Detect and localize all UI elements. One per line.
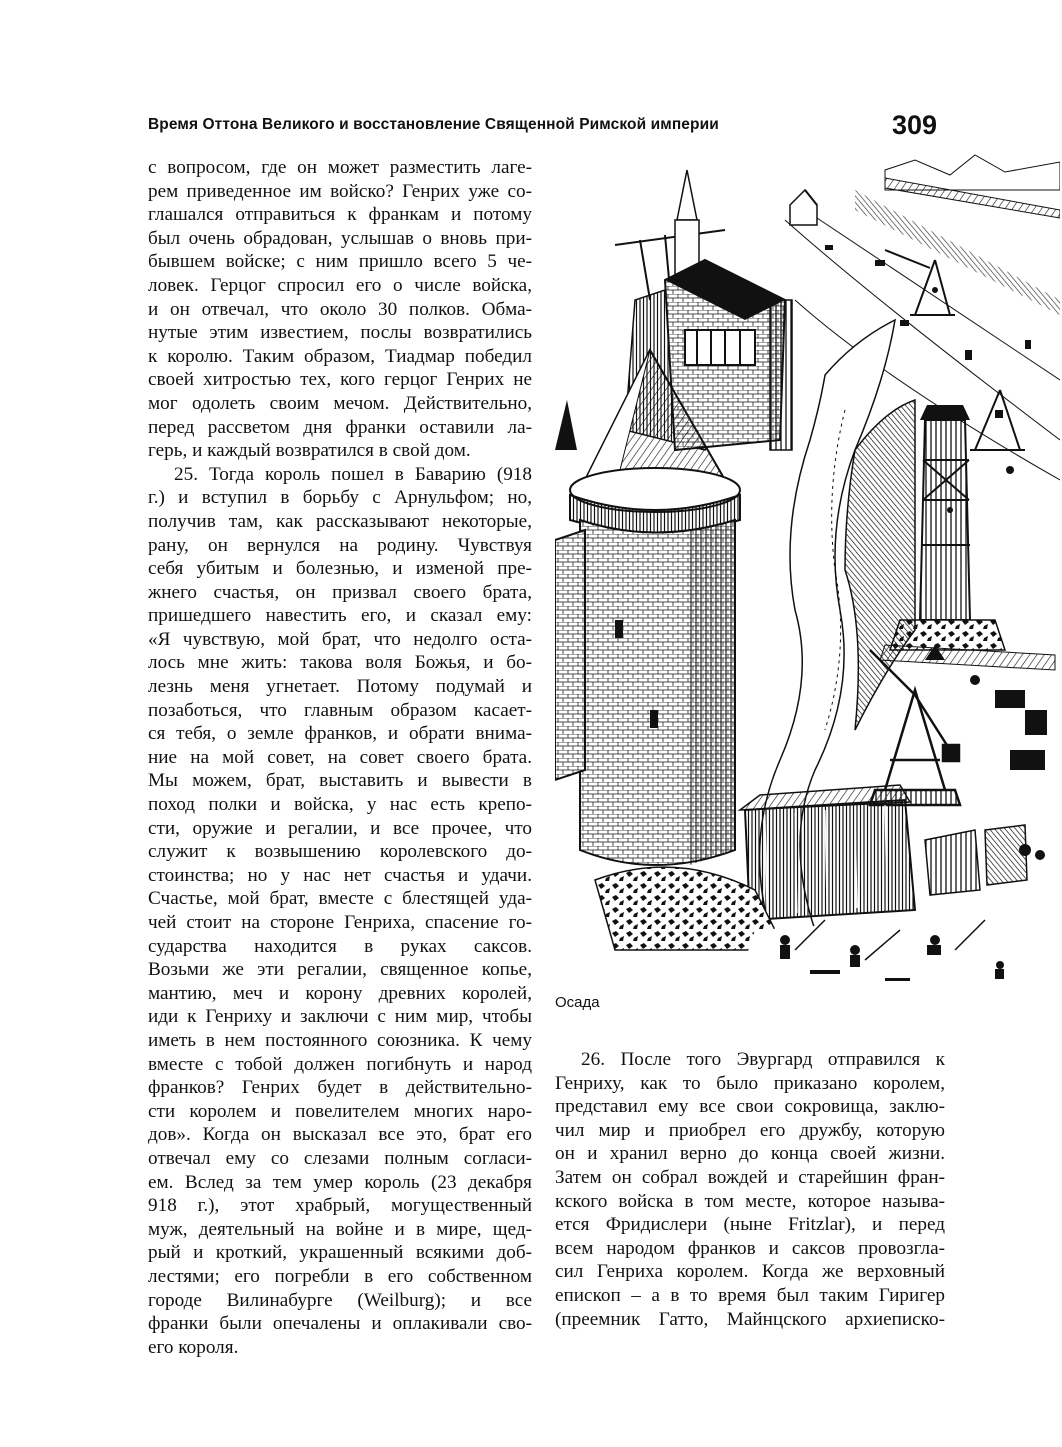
- text-line: к королю. Таким образом, Тиадмар победил: [148, 345, 532, 367]
- text-line: мог одолеть своим мечом. Действительно,: [148, 392, 532, 414]
- text-line: и он отвечал, что около 30 полков. Обма-: [148, 298, 532, 320]
- text-line: иметь в нем постоянного союзника. К чему: [148, 1029, 532, 1051]
- text-line: нутые этим известием, послы возвратились: [148, 322, 532, 344]
- text-line: отвечал ему со слезами полным согласи-: [148, 1147, 532, 1169]
- text-line: ся тебя, о земле франков, и обрати внима-: [148, 723, 532, 745]
- text-line: поход полки и войска, у нас есть крепо-: [148, 794, 532, 816]
- text-line: рый и кроткий, украшенный всякими доб-: [148, 1242, 532, 1264]
- siege-illustration: [555, 150, 1060, 990]
- text-line: епископ – а в то время был таким Гиригер: [555, 1284, 945, 1306]
- text-line: служит к возвышению королевского до-: [148, 841, 532, 863]
- text-line: стоинства; но у нас нет счастья и удачи.: [148, 864, 532, 886]
- text-line: глашался отправиться к франкам и потому: [148, 204, 532, 226]
- text-line: Счастье, мой брат, вместе с блестящей уда-: [148, 888, 532, 910]
- text-line: муж, деятельный на войне и в мире, щед-: [148, 1218, 532, 1240]
- text-line: позаботься, что главным образом касает-: [148, 699, 532, 721]
- text-line: лось мне жить: такова воля Божья, и бо-: [148, 652, 532, 674]
- text-line: сти, оружие и регалии, и все прочее, что: [148, 817, 532, 839]
- text-line: его короля.: [148, 1336, 239, 1358]
- text-line: сударства находится в руках саксов.: [148, 935, 532, 957]
- text-line: кского войска в том месте, которое называ-: [555, 1190, 945, 1212]
- text-line: Мы можем, брат, выставить и вывести в: [148, 770, 532, 792]
- figure-caption: Осада: [555, 994, 600, 1011]
- text-line: перед рассветом дня франки оставили ла-: [148, 416, 532, 438]
- text-line: себя убитым и болезнью, и изменой пре-: [148, 558, 532, 580]
- text-line: лестями; его погребли в его собственном: [148, 1265, 532, 1287]
- text-line: ется Фридислери (ныне Fritzlar), и перед: [555, 1214, 945, 1236]
- text-line: герь, и каждый возвратился в свой дом.: [148, 440, 471, 462]
- text-line: чей стоит на стороне Генриха, спасение го-: [148, 912, 532, 933]
- text-line: франков? Генрих будет в действительно-: [148, 1077, 532, 1099]
- text-line: был очень обрадован, услышав о вновь при-: [148, 227, 532, 249]
- text-line: 918 г.), этот храбрый, могущественный: [148, 1195, 532, 1217]
- text-line: сти королем и повелителем многих наро-: [148, 1100, 532, 1122]
- left-text-column: [148, 156, 532, 1359]
- text-line: жнего счастья, он призвал своего брата,: [148, 581, 532, 603]
- text-line: ем. Вслед за тем умер король (23 декабря: [148, 1171, 532, 1193]
- text-line: городе Вилинабурге (Weilburg); и все: [148, 1289, 532, 1311]
- text-line: Возьми же эти регалии, священное копье,: [148, 959, 532, 981]
- text-line: вместе с тобой должен погибнуть и народ: [148, 1053, 532, 1075]
- text-line: дов». Когда он высказал все это, брат его: [148, 1124, 532, 1146]
- text-line: иди к Генриху и заключи с ним мир, чтобы: [148, 1006, 532, 1028]
- text-line: своей хитростью тех, кого герцог Генрих не: [148, 369, 532, 391]
- text-line: 26. После того Эвургард отправился к: [581, 1049, 945, 1070]
- text-line: сил Генриха королем. Когда же верховный: [555, 1261, 945, 1283]
- text-line: лезнь меня угнетает. Потому подумай и: [148, 676, 532, 698]
- page-number: 309: [892, 110, 938, 140]
- text-line: он и хранил верно до конца своей жизни.: [555, 1143, 945, 1165]
- text-line: рем приведенное им войско? Генрих уже со-: [148, 180, 532, 202]
- text-line: пришедшего навестить его, и сказал ему:: [148, 605, 532, 627]
- text-line: Затем он собрал вождей и старейшин фран-: [555, 1166, 945, 1188]
- text-line: чил мир и приобрел его дружбу, которую: [555, 1119, 945, 1141]
- text-line: с вопросом, где он может разместить лаге-: [148, 157, 532, 178]
- text-line: бывшем войске; с ним пришло всего 5 че-: [148, 251, 532, 273]
- text-line: рану, он вернулся на родину. Чувствуя: [148, 534, 532, 556]
- text-line: Генриху, как то было приказано королем,: [555, 1072, 945, 1094]
- text-line: получив там, как рассказывают некоторые,: [148, 510, 532, 532]
- text-line: ние на мой совет, на совет своего брата.: [148, 746, 532, 768]
- text-line: г.) и вступил в борьбу с Арнульфом; но,: [148, 487, 532, 509]
- text-line: всем народом франков и саксов провозгла-: [555, 1237, 945, 1259]
- right-text-column: [555, 1048, 945, 1331]
- text-line: (преемник Гатто, Майнцского архиеписко-: [555, 1308, 945, 1330]
- text-line: ловек. Герцог спросил его о числе войска,: [148, 274, 532, 296]
- text-line: представил ему все свои сокровища, заклю-: [555, 1096, 945, 1118]
- text-line: мантию, меч и корону древних королей,: [148, 982, 532, 1004]
- running-header-title: Время Оттона Великого и восстановление Священной Римской империи: [148, 116, 719, 133]
- text-line: «Я чувствую, мой брат, что недолго оста-: [148, 628, 532, 650]
- text-line: франки были опечалены и оплакивали сво-: [148, 1313, 532, 1335]
- siege-engraving: [555, 150, 1060, 990]
- text-line: 25. Тогда король пошел в Баварию (918: [174, 463, 532, 485]
